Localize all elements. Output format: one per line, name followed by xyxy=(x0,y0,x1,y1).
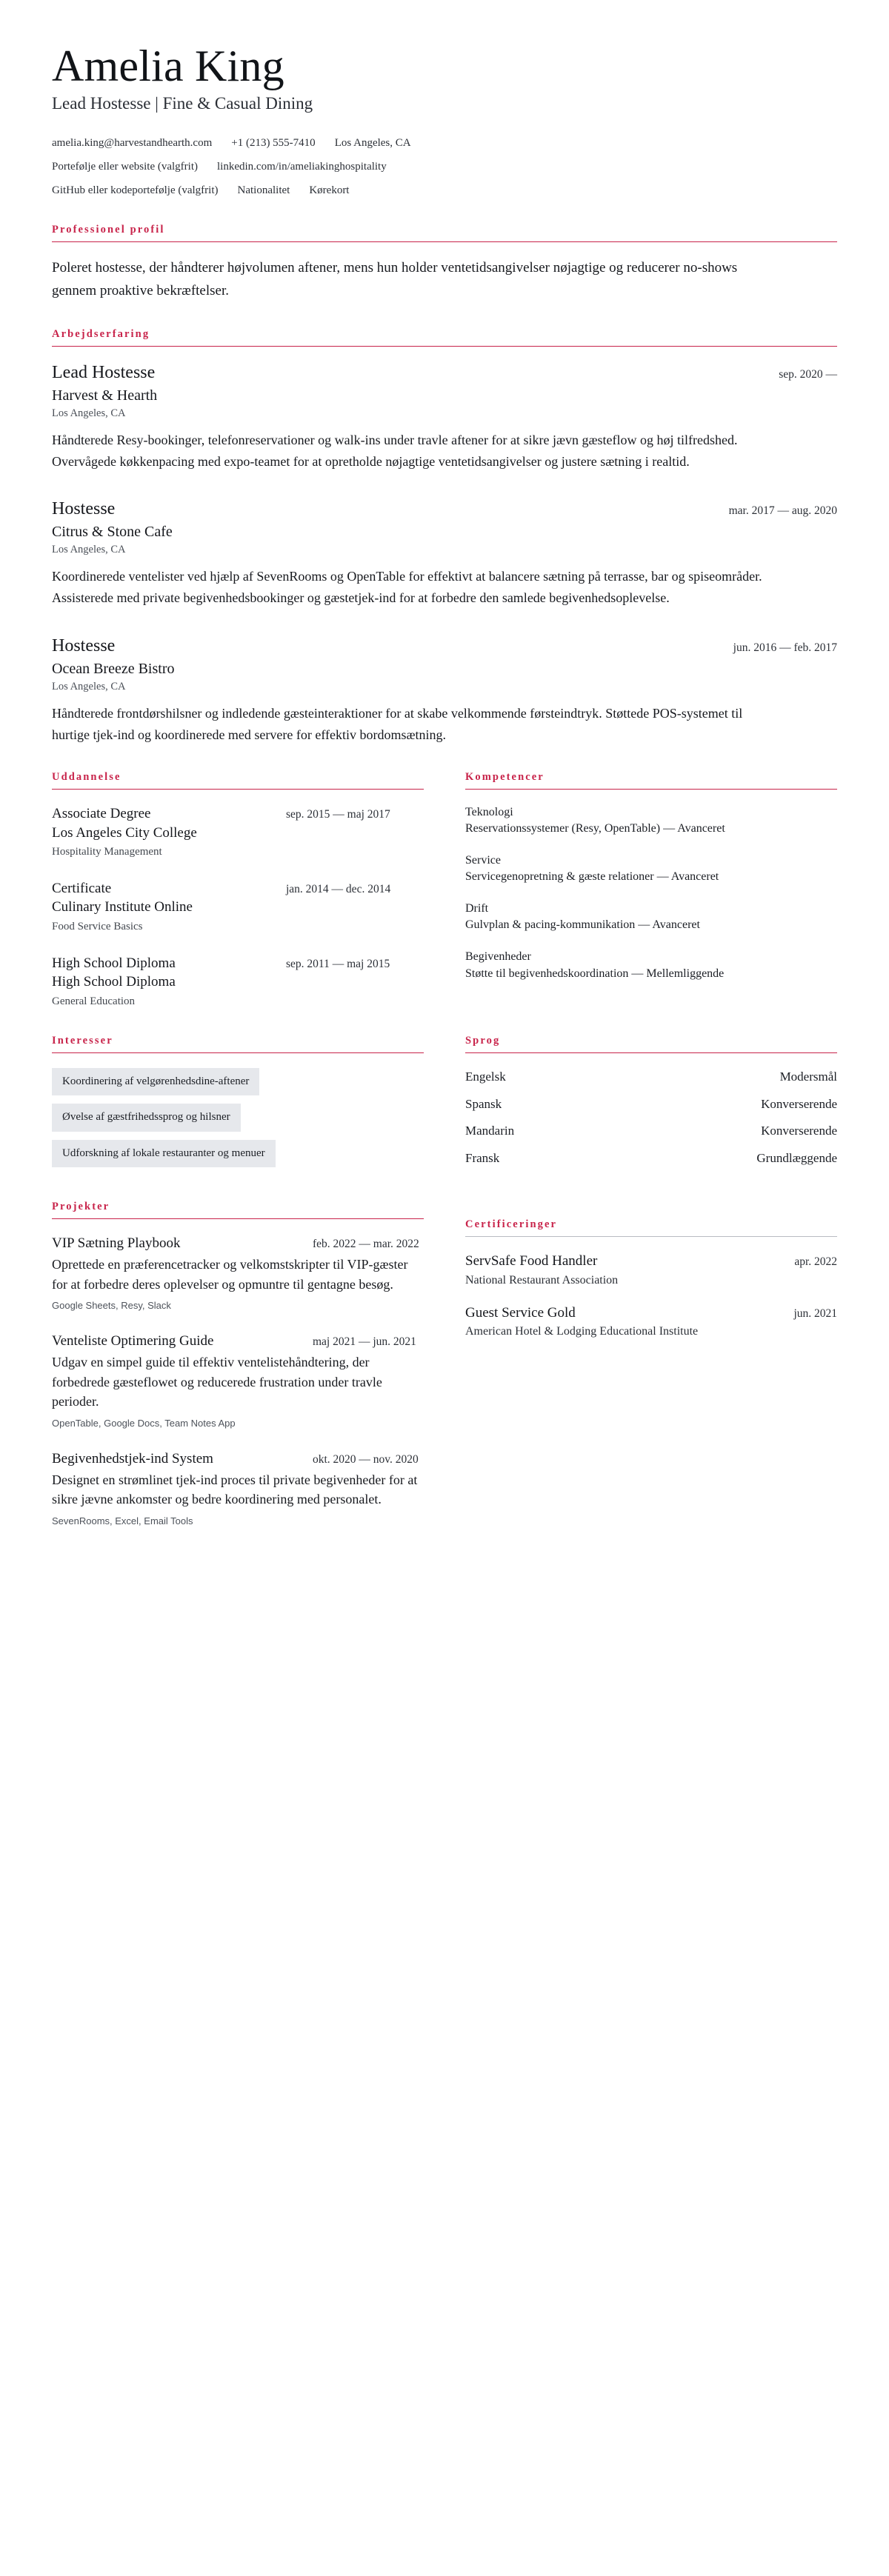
education-entry-main xyxy=(52,879,276,917)
interest-pill[interactable]: Øvelse af gæstfrihedssprog og hilsner xyxy=(52,1104,241,1132)
section-rule xyxy=(465,789,837,790)
section-experience xyxy=(52,328,837,746)
language-name: Engelsk xyxy=(465,1069,506,1084)
education-school: Culinary Institute Online xyxy=(52,899,193,915)
interest-pill[interactable]: Udforskning af lokale restauranter og menuer xyxy=(52,1140,276,1168)
language-row xyxy=(465,1068,837,1086)
column-interests xyxy=(52,1035,424,1176)
education-dates: sep. 2015 — maj 2017 xyxy=(286,807,390,821)
education-entry-header xyxy=(52,954,424,992)
education-entry-header xyxy=(52,879,424,917)
project-entry-header xyxy=(52,1234,424,1253)
experience-organization: Harvest & Hearth xyxy=(52,387,158,404)
education-degree: Associate Degree xyxy=(52,805,151,821)
certification-entry xyxy=(465,1304,837,1340)
education-entry xyxy=(52,879,424,935)
experience-entry-header xyxy=(52,498,837,520)
section-rule xyxy=(465,1052,837,1053)
experience-entry xyxy=(52,361,837,473)
skills-list xyxy=(465,804,837,982)
certification-entry-main xyxy=(465,1304,756,1340)
summary-text: Poleret hostesse, der håndterer højvolumen aftener, mens hun holder ventetidsangivelser nøjagtige og reducerer no-shows gennem proaktive bekræftelser. xyxy=(52,260,738,299)
interest-pill[interactable]: Koordinering af velgørenhedsdine-aftener xyxy=(52,1068,259,1096)
section-title-interests: Interesser xyxy=(52,1034,113,1047)
section-title-certifications: Certificeringer xyxy=(465,1218,558,1231)
language-name: Spansk xyxy=(465,1096,502,1111)
certification-entry-main xyxy=(465,1252,756,1288)
section-title-languages: Sprog xyxy=(465,1034,501,1047)
experience-organization: Ocean Breeze Bistro xyxy=(52,660,175,677)
contact-item[interactable]: Portefølje eller website (valgfrit) xyxy=(52,160,199,173)
education-degree: Certificate xyxy=(52,880,112,896)
language-level: Modersmål xyxy=(779,1069,837,1084)
contact-item[interactable]: Los Angeles, CA xyxy=(334,137,411,150)
project-entry-header xyxy=(52,1449,424,1469)
contact-item[interactable]: amelia.king@harvestandhearth.com xyxy=(52,137,213,150)
experience-entry-header xyxy=(52,361,837,384)
certification-entry xyxy=(465,1252,837,1288)
project-entry xyxy=(52,1332,424,1430)
column-projects xyxy=(52,1201,424,1528)
certification-issuer: National Restaurant Association xyxy=(465,1273,619,1287)
language-row xyxy=(465,1122,837,1140)
education-entry-main xyxy=(52,804,276,842)
education-entry-main xyxy=(52,954,276,992)
experience-list xyxy=(52,361,837,746)
project-description: Udgav en simpel guide til effektiv ventelistehåndtering, der forbedrede gæsteflowet og reducerede frustration under travle perioder. xyxy=(52,1354,382,1409)
section-rule xyxy=(52,346,837,347)
section-summary xyxy=(52,224,837,303)
skill-category: Service xyxy=(465,853,501,867)
experience-role: Lead Hostesse xyxy=(52,362,156,382)
experience-role: Hostesse xyxy=(52,635,116,655)
section-title-summary: Professionel profil xyxy=(52,224,165,236)
experience-entry xyxy=(52,635,837,746)
projects-list xyxy=(52,1234,424,1528)
project-dates: okt. 2020 — nov. 2020 xyxy=(313,1453,419,1466)
column-certifications xyxy=(465,1201,837,1339)
section-rule xyxy=(52,789,424,790)
section-rule xyxy=(52,1052,424,1053)
section-education-skills xyxy=(52,771,837,1010)
skill-group xyxy=(465,901,837,934)
section-rule xyxy=(52,241,837,242)
experience-location: Los Angeles, CA xyxy=(52,544,126,556)
column-skills xyxy=(465,771,837,982)
certification-entry-header xyxy=(465,1304,837,1340)
experience-location: Los Angeles, CA xyxy=(52,680,126,693)
column-languages xyxy=(465,1035,837,1167)
section-title-projects: Projekter xyxy=(52,1201,110,1213)
certification-date: apr. 2022 xyxy=(794,1255,837,1269)
interest-row xyxy=(52,1140,424,1176)
languages-list xyxy=(465,1068,837,1167)
experience-description: Håndterede frontdørshilsner og indledende gæsteinteraktioner for at skabe velkommende førsteindtryk. Støttede POS-systemet til hurtige tjek-ind og koordinerede med servere for effektiv bordomsætning. xyxy=(52,705,743,742)
interests-list xyxy=(52,1068,424,1176)
column-offset-spacer xyxy=(465,1201,837,1218)
experience-organization: Citrus & Stone Cafe xyxy=(52,524,173,541)
project-description: Oprettede en præferencetracker og velkomstskripter til VIP-gæster for at forbedre deres oplevelser og opmuntre til gentagne besøg. xyxy=(52,1256,408,1292)
experience-entry xyxy=(52,498,837,609)
skill-items: Gulvplan & pacing-kommunikation — Avanceret xyxy=(465,918,700,932)
contact-item[interactable]: GitHub eller kodeportefølje (valgfrit) xyxy=(52,184,219,196)
education-school: High School Diploma xyxy=(52,974,176,990)
skill-group xyxy=(465,949,837,982)
contact-item[interactable]: Nationalitet xyxy=(237,184,290,196)
experience-description: Koordinerede ventelister ved hjælp af SevenRooms og OpenTable for effektivt at balancere sætning på terrasse, bar og spiseområder. Assisterede med private begivenhedsbookinger og gæstetjek-ind for at forbedre den samlede begivenhedsoplevelse. xyxy=(52,569,762,606)
certification-name: ServSafe Food Handler xyxy=(465,1253,598,1269)
project-name: Begivenhedstjek-ind System xyxy=(52,1451,213,1467)
section-projects-certifications xyxy=(52,1201,837,1528)
contact-item[interactable]: +1 (213) 555-7410 xyxy=(231,137,316,150)
project-tech-tags: SevenRooms, Excel, Email Tools xyxy=(52,1515,193,1526)
skill-items: Servicegenopretning & gæste relationer — Avanceret xyxy=(465,870,719,884)
education-list xyxy=(52,804,424,1010)
skill-items: Reservationssystemer (Resy, OpenTable) — Avanceret xyxy=(465,822,725,835)
project-tech-tags: Google Sheets, Resy, Slack xyxy=(52,1300,171,1312)
experience-dates: mar. 2017 — aug. 2020 xyxy=(728,504,837,518)
project-dates: maj 2021 — jun. 2021 xyxy=(313,1335,416,1349)
project-name: VIP Sætning Playbook xyxy=(52,1235,181,1252)
skill-category: Teknologi xyxy=(465,805,513,818)
education-entry-header xyxy=(52,804,424,842)
section-title-experience: Arbejdserfaring xyxy=(52,327,150,340)
interest-row xyxy=(52,1104,424,1140)
education-field: Food Service Basics xyxy=(52,921,143,933)
project-description: Designet en strømlinet tjek-ind proces til private begivenheder for at sikre jævne ankomster og bedre koordinering med personalet. xyxy=(52,1472,418,1507)
section-interests-languages xyxy=(52,1035,837,1176)
section-title-education: Uddannelse xyxy=(52,770,121,783)
language-name: Mandarin xyxy=(465,1124,515,1138)
skill-group xyxy=(465,804,837,838)
education-entry xyxy=(52,954,424,1010)
skill-items: Støtte til begivenhedskoordination — Mellemliggende xyxy=(465,967,725,980)
skill-category: Drift xyxy=(465,902,489,915)
certifications-list xyxy=(465,1252,837,1339)
resume-header xyxy=(52,43,837,198)
skill-group xyxy=(465,852,837,886)
project-name: Venteliste Optimering Guide xyxy=(52,1333,214,1349)
experience-entry-header xyxy=(52,635,837,657)
skill-category: Begivenheder xyxy=(465,950,531,964)
experience-location: Los Angeles, CA xyxy=(52,407,126,419)
project-tech-tags: OpenTable, Google Docs, Team Notes App xyxy=(52,1417,236,1429)
language-name: Fransk xyxy=(465,1151,500,1166)
language-row xyxy=(465,1149,837,1167)
experience-description: Håndterede Resy-bookinger, telefonreservationer og walk-ins under travle aftener for at sikre jævn gæsteflow og høj tilfredshed. Overvågede køkkenpacing med expo-teamet for at opretholde nøjagtige ventetidsangivelser og justere sætning i realtid. xyxy=(52,432,738,470)
project-dates: feb. 2022 — mar. 2022 xyxy=(313,1238,419,1251)
education-degree: High School Diploma xyxy=(52,955,176,971)
section-rule xyxy=(465,1236,837,1237)
contact-item[interactable]: linkedin.com/in/ameliakinghospitality xyxy=(217,160,387,173)
education-dates: sep. 2011 — maj 2015 xyxy=(286,957,390,970)
contact-line xyxy=(52,159,837,176)
project-entry xyxy=(52,1449,424,1528)
certification-name: Guest Service Gold xyxy=(465,1304,576,1321)
language-level: Konverserende xyxy=(761,1124,837,1138)
language-row xyxy=(465,1095,837,1113)
certification-entry-header xyxy=(465,1252,837,1288)
language-level: Grundlæggende xyxy=(756,1151,837,1166)
education-field: General Education xyxy=(52,995,136,1008)
candidate-name: Amelia King xyxy=(52,41,284,90)
experience-role: Hostesse xyxy=(52,499,116,519)
contact-block xyxy=(52,136,837,198)
certification-date: jun. 2021 xyxy=(793,1307,837,1320)
education-field: Hospitality Management xyxy=(52,846,162,858)
education-entry xyxy=(52,804,424,860)
section-title-skills: Kompetencer xyxy=(465,770,545,783)
education-dates: jan. 2014 — dec. 2014 xyxy=(286,882,391,895)
language-level: Konverserende xyxy=(761,1096,837,1111)
education-school: Los Angeles City College xyxy=(52,824,197,841)
candidate-headline: Lead Hostesse | Fine & Casual Dining xyxy=(52,94,313,113)
column-education xyxy=(52,771,424,1010)
section-rule xyxy=(52,1218,424,1219)
certification-issuer: American Hotel & Lodging Educational Institute xyxy=(465,1325,699,1338)
contact-line xyxy=(52,183,837,199)
contact-item[interactable]: Kørekort xyxy=(309,184,350,196)
experience-dates: jun. 2016 — feb. 2017 xyxy=(733,641,837,654)
experience-dates: sep. 2020 — xyxy=(779,367,837,381)
contact-line xyxy=(52,136,837,152)
project-entry xyxy=(52,1234,424,1312)
interest-row xyxy=(52,1068,424,1104)
project-entry-header xyxy=(52,1332,424,1351)
